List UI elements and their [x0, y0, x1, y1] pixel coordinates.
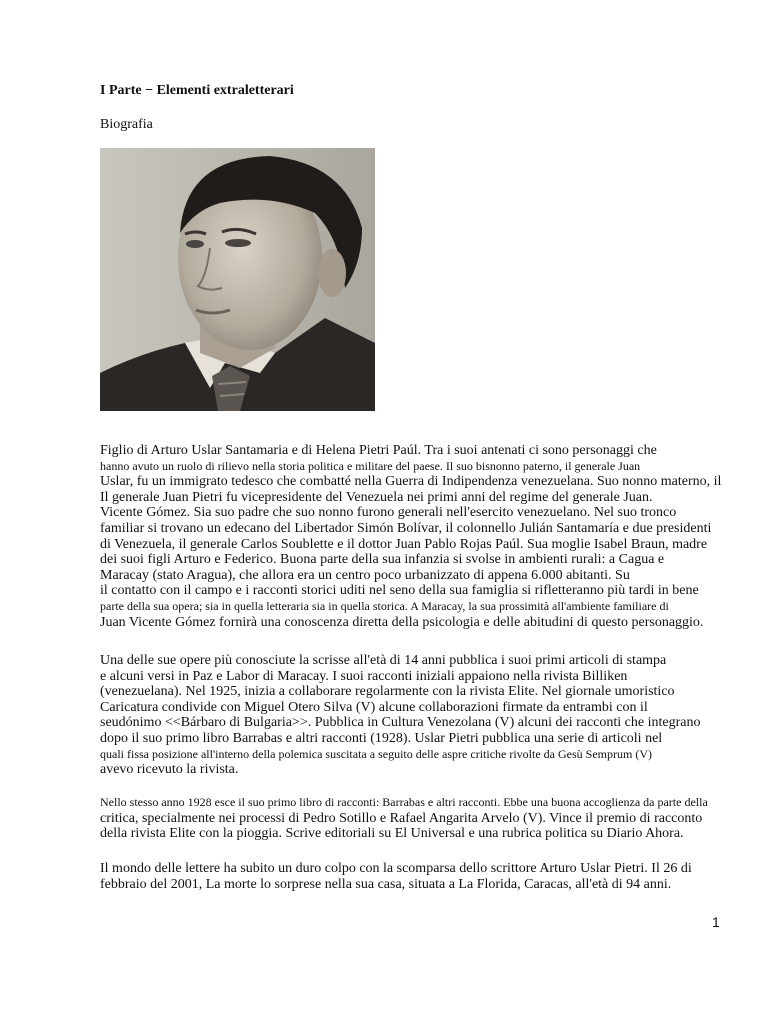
author-portrait-photo — [100, 148, 375, 411]
paragraph-first-book — [100, 795, 740, 842]
portrait-image — [100, 148, 375, 411]
paragraph-early-career — [100, 653, 740, 778]
biography-subheading: Biografia — [100, 117, 153, 132]
text-line: e alcuni versi in Paz e Labor di Maracay. I suoi racconti iniziali appaiono nella rivista Billiken — [100, 668, 628, 684]
text-line: parte della sua opera; sia in quella letteraria sia in quella storica. A Maracay, la sua prossimità all'ambiente familiare di — [100, 598, 669, 613]
text-line: Vicente Gómez. Sia suo padre che suo nonno furono generali nell'esercito venezuelano. Nel suo tronco — [100, 505, 677, 521]
text-line: dopo il suo primo libro Barrabas e altri racconti (1928). Uslar Pietri pubblica una serie di articoli nel — [100, 730, 663, 746]
text-line: Figlio di Arturo Uslar Santamaria e di Helena Pietri Paúl. Tra i suoi antenati ci sono personaggi che — [100, 443, 657, 458]
paragraph-origins — [100, 443, 740, 630]
text-line: febbraio del 2001, La morte lo sorprese nella sua casa, situata a La Florida, Caracas, all'età di 94 anni. — [100, 876, 672, 892]
text-line: hanno avuto un ruolo di rilievo nella storia politica e militare del paese. Il suo bisnonno paterno, il generale Juan — [100, 458, 641, 473]
text-line: di Venezuela, il generale Carlos Soublette e il dottor Juan Pablo Rojas Paúl. Sua moglie Isabel Braun, madre — [100, 536, 708, 552]
paragraph-death — [100, 861, 740, 892]
text-line: della rivista Elite con la pioggia. Scrive editoriali su El Universal e una rubrica politica su Diario Ahora. — [100, 826, 684, 842]
text-line: Nello stesso anno 1928 esce il suo primo libro di racconti: Barrabas e altri racconti. Ebbe una buona accoglienza da parte della — [100, 795, 708, 809]
text-line: seudónimo <<Bárbaro di Bulgaria>>. Pubblica in Cultura Venezolana (V) alcuni dei racconti che integrano — [100, 715, 701, 731]
text-line: quali fissa posizione all'interno della polemica suscitata a seguito delle aspre critiche rivolte da Gesù Semprum (V) — [100, 746, 652, 761]
text-line: Una delle sue opere più conosciute la scrisse all'età di 14 anni pubblica i suoi primi articoli di stampa — [100, 653, 667, 668]
text-line: avevo ricevuto la rivista. — [100, 762, 239, 778]
text-line: il contatto con il campo e i racconti storici uditi nel seno della sua famiglia si rifletteranno più tardi in bene — [100, 583, 699, 599]
text-line: Il mondo delle lettere ha subito un duro colpo con la scomparsa dello scrittore Arturo Uslar Pietri. Il 26 di — [100, 861, 692, 876]
page-number: 1 — [712, 914, 720, 930]
text-line: Juan Vicente Gómez fornirà una conoscenza diretta della psicologia e delle abitudini di questo personaggio. — [100, 614, 704, 630]
text-line: Caricatura condivide con Miguel Otero Silva (V) alcune collaborazioni firmate da entrambi con il — [100, 699, 648, 715]
text-line: Maracay (stato Aragua), che allora era un centro poco urbanizzato di appena 6.000 abitanti. Su — [100, 567, 630, 583]
text-line: familiar si trovano un edecano del Libertador Simón Bolívar, il colonnello Julián Santamaría e due presidenti — [100, 520, 712, 536]
text-line: (venezuelana). Nel 1925, inizia a collaborare regolarmente con la rivista Elite. Nel giornale umoristico — [100, 684, 675, 700]
text-line: critica, specialmente nei processi di Pedro Sotillo e Rafael Angarita Arvelo (V). Vince il premio di racconto — [100, 810, 703, 826]
text-line: dei suoi figli Arturo e Federico. Buona parte della sua infanzia si svolse in ambienti rurali: a Cagua e — [100, 552, 665, 568]
text-line: Uslar, fu un immigrato tedesco che combatté nella Guerra di Indipendenza venezuelana. Suo nonno materno, il — [100, 474, 722, 490]
section-heading: I Parte − Elementi extraletterari — [100, 83, 294, 98]
text-line: Il generale Juan Pietri fu vicepresidente del Venezuela nei primi anni del regime del generale Juan. — [100, 489, 653, 505]
